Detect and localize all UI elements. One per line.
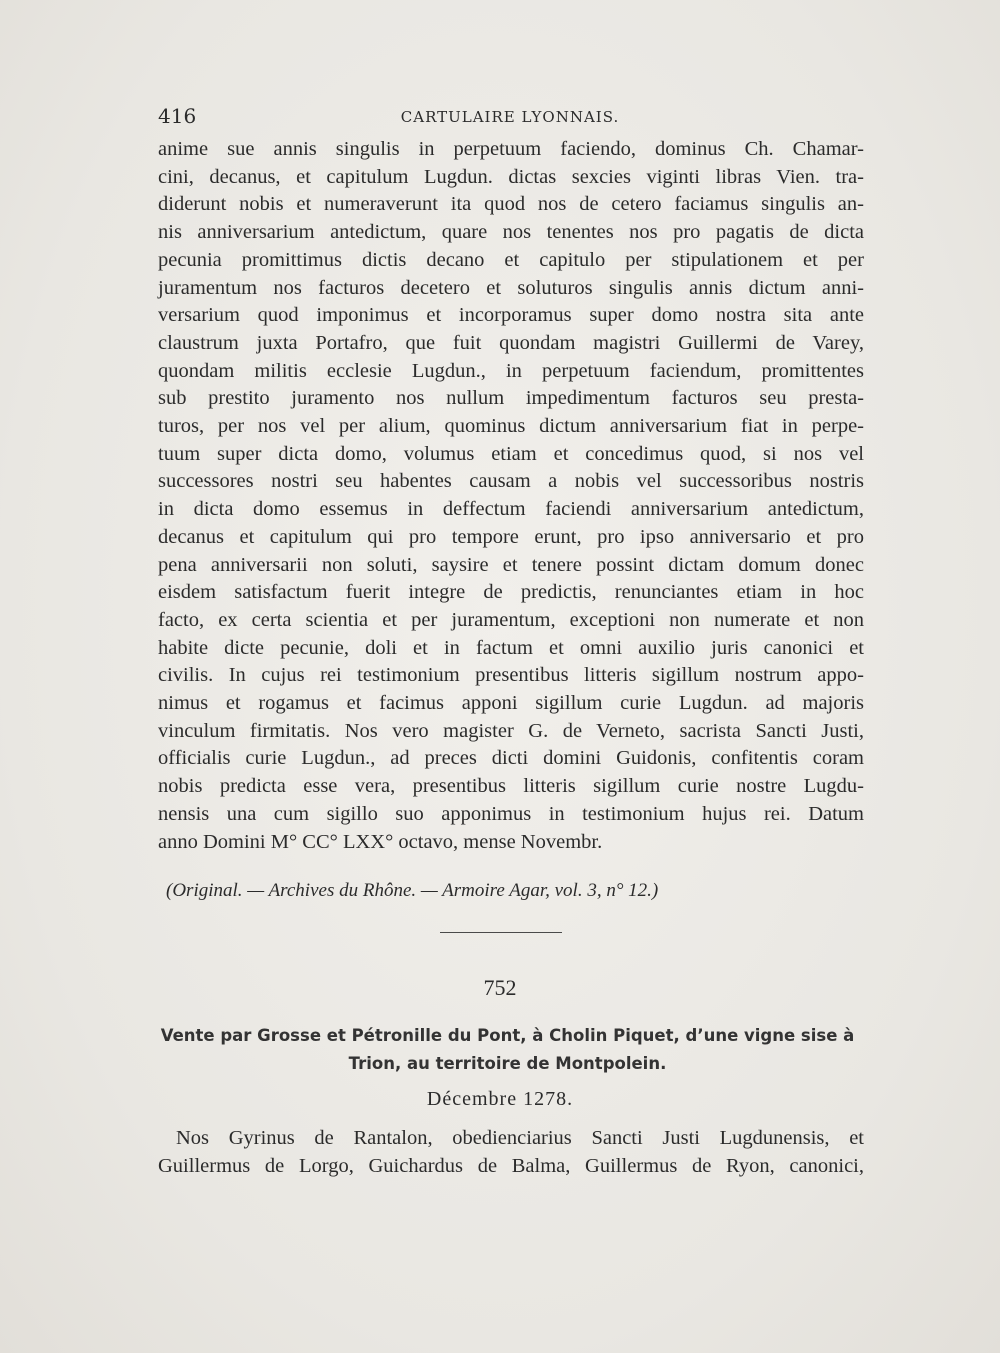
text-line: anime sue annis singulis in perpetuum faciendo, dominus Ch. Chamar- xyxy=(158,138,864,160)
text-line: pecunia promittimus dictis decano et capitulo per stipulationem et per xyxy=(158,248,864,271)
page-header xyxy=(158,104,862,128)
text-line: civilis. In cujus rei testimonium presentibus litteris sigillum nostrum appo- xyxy=(158,664,864,687)
text-line: anno Domini M° CC° LXX° octavo, mense Novembr. xyxy=(158,830,603,853)
section-divider xyxy=(440,932,562,933)
text-line: diderunt nobis et numeraverunt ita quod nos de cetero faciamus singulis an- xyxy=(158,193,864,216)
text-line: successores nostri seu habentes causam a nobis vel successoribus nostris xyxy=(158,470,864,493)
text-line: claustrum juxta Portafro, que fuit quondam magistri Guillermi de Varey, xyxy=(158,331,864,354)
text-line: versarium quod imponimus et incorporamus super domo nostra sita ante xyxy=(158,304,864,327)
text-line: juramentum nos facturos decetero et soluturos singulis annis dictum anni- xyxy=(158,276,864,299)
document-title xyxy=(150,1022,865,1078)
running-title: CARTULAIRE LYONNAIS. xyxy=(400,108,620,126)
text-line: nimus et rogamus et facimus apponi sigillum curie Lugdun. ad majoris xyxy=(158,692,864,715)
text-line: decanus et capitulum qui pro tempore erunt, pro ipso anniversario et pro xyxy=(158,525,864,548)
charter-text xyxy=(158,136,864,856)
text-line: nobis predicta esse vera, presentibus litteris sigillum curie nostre Lugdu- xyxy=(158,775,864,798)
text-line: facto, ex certa scientia et per juramentum, exceptioni non numerate et non xyxy=(158,608,864,631)
document-text xyxy=(158,1124,864,1180)
document-title-line: Trion, au territoire de Montpolein. xyxy=(348,1054,667,1073)
text-line: turos, per nos vel per alium, quominus dictum anniversarium fiat in perpe- xyxy=(158,415,864,438)
document-title-line: Vente par Grosse et Pétronille du Pont, à Cholin Piquet, d’une vigne sise à xyxy=(160,1026,855,1045)
text-line: nis anniversarium antedictum, quare nos tenentes nos pro pagatis de dicta xyxy=(158,221,864,244)
document-date: Décembre 1278. xyxy=(426,1088,574,1110)
text-line: tuum super dicta domo, volumus etiam et concedimus quod, si nos vel xyxy=(158,442,864,465)
text-line: eisdem satisfactum fuerit integre de predictis, renunciantes etiam in hoc xyxy=(158,581,864,604)
text-line: in dicta domo essemus in deffectum faciendi anniversarium antedictum, xyxy=(158,498,864,521)
text-line: quondam militis ecclesie Lugdun., in perpetuum faciendum, promittentes xyxy=(158,359,864,382)
text-line: sub prestito juramento nos nullum impedimentum facturos seu presta- xyxy=(158,387,864,410)
page-number: 416 xyxy=(158,104,197,128)
document-number: 752 xyxy=(483,975,517,1000)
source-citation: (Original. — Archives du Rhône. — Armoire Agar, vol. 3, n° 12.) xyxy=(166,880,659,901)
text-line: pena anniversarii non soluti, saysire et tenere possint dictam domum donec xyxy=(158,553,864,576)
text-line: officialis curie Lugdun., ad preces dicti domini Guidonis, confitentis coram xyxy=(158,747,864,770)
text-line: nensis una cum sigillo suo apponimus in testimonium hujus rei. Datum xyxy=(158,802,864,825)
text-line: vinculum firmitatis. Nos vero magister G. de Verneto, sacrista Sancti Justi, xyxy=(158,719,864,742)
text-line: cini, decanus, et capitulum Lugdun. dictas sexcies viginti libras Vien. tra- xyxy=(158,165,864,188)
text-line: habite dicte pecunie, doli et in factum et omni auxilio juris canonici et xyxy=(158,636,864,659)
text-line: Nos Gyrinus de Rantalon, obedienciarius Sancti Justi Lugdunensis, et xyxy=(176,1127,864,1149)
text-line: Guillermus de Lorgo, Guichardus de Balma, Guillermus de Ryon, canonici, xyxy=(158,1155,864,1177)
